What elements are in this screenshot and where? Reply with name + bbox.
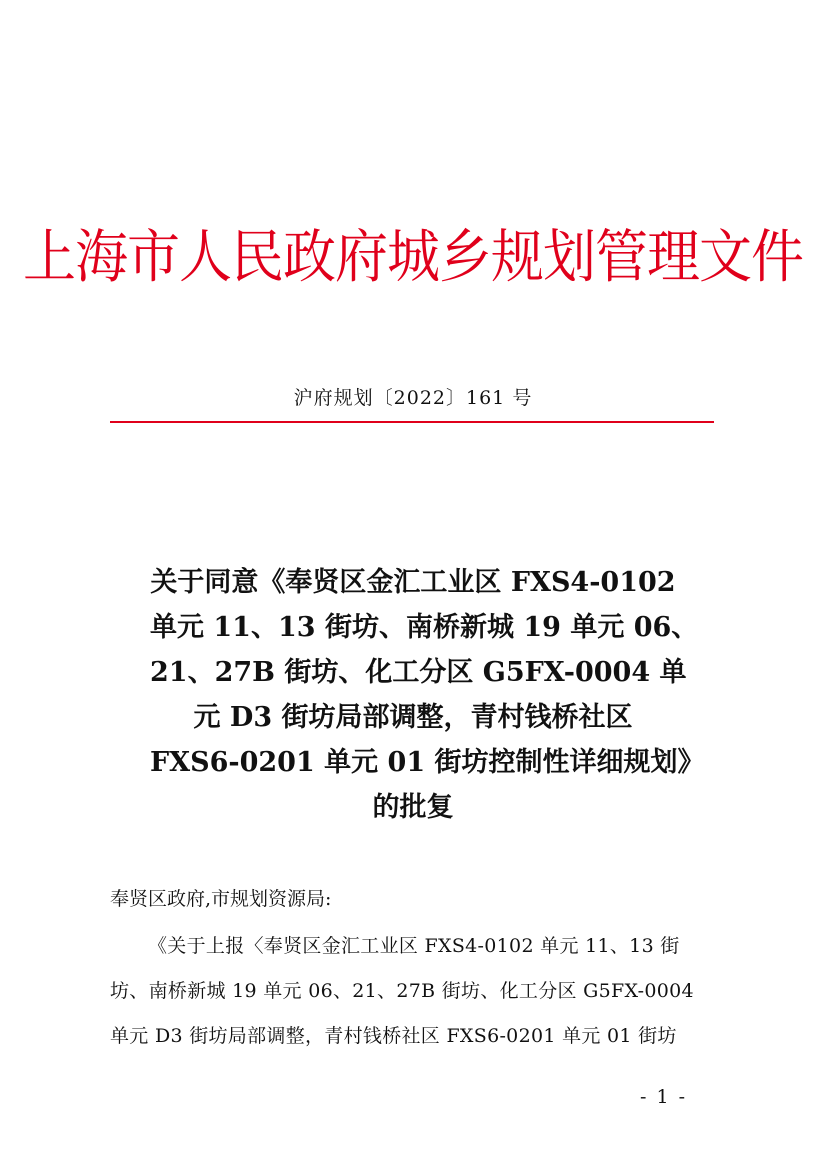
document-number: 沪府规划〔2022〕161 号 [293, 387, 533, 409]
page-number: - 1 - [640, 1086, 688, 1108]
body-line: 《关于上报〈奉贤区金汇工业区 FXS4-0102 单元 11、13 街 [148, 935, 680, 957]
title-line: 关于同意《奉贤区金汇工业区 FXS4-0102 [150, 567, 676, 598]
title-line: 21、27B 街坊、化工分区 G5FX-0004 单 [150, 657, 687, 688]
title-line: 元 D3 街坊局部调整，青村钱桥社区 [193, 702, 633, 733]
body-line: 单元 D3 街坊局部调整，青村钱桥社区 FXS6-0201 单元 01 街坊 [110, 1025, 677, 1047]
document-title [150, 560, 705, 830]
body-line: 坊、南桥新城 19 单元 06、21、27B 街坊、化工分区 G5FX-0004 [110, 980, 694, 1002]
body-paragraph [110, 924, 714, 1059]
document-masthead: 上海市人民政府城乡规划管理文件 [23, 224, 803, 291]
title-line: FXS6-0201 单元 01 街坊控制性详细规划》 [150, 747, 705, 778]
title-line: 单元 11、13 街坊、南桥新城 19 单元 06、 [150, 612, 699, 643]
red-separator-line [110, 421, 714, 423]
addressee-line: 奉贤区政府,市规划资源局: [110, 888, 332, 910]
title-line: 的批复 [372, 792, 454, 823]
